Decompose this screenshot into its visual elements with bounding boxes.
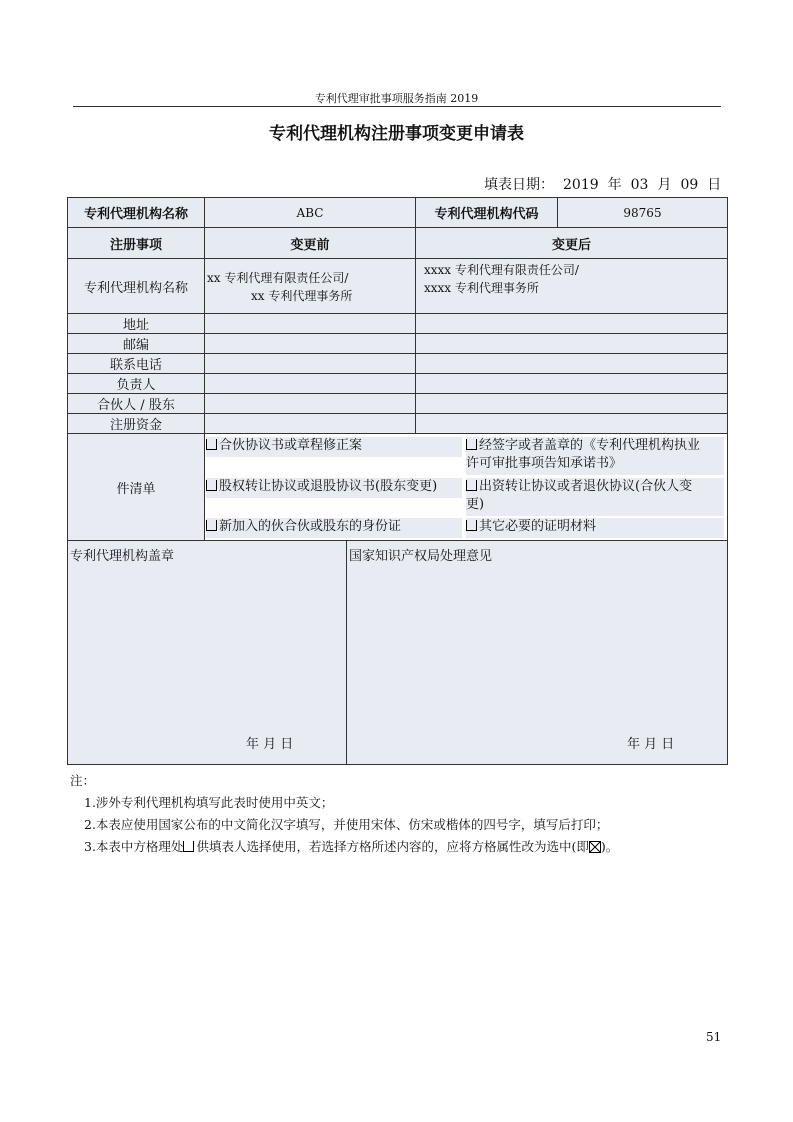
name-after-line1: xxxx 专利代理有限责任公司/ — [424, 263, 579, 277]
agency-seal-title: 专利代理机构盖章 — [70, 549, 175, 564]
cnipa-opinion-area[interactable] — [346, 540, 728, 765]
doc-item-new-partner-id[interactable] — [206, 518, 462, 538]
row-label-postcode: 邮编 — [67, 333, 205, 354]
fill-date-year[interactable]: 2019 — [563, 177, 599, 193]
row-label-doc-list: 件清单 — [67, 433, 205, 541]
agency-name-label: 专利代理机构名称 — [67, 197, 205, 228]
fill-date-month[interactable]: 03 — [630, 177, 649, 193]
doc-item-label-line1: 经签字或者盖章的《专利代理机构执业 — [479, 438, 701, 453]
note-1: 1.涉外专利代理机构填写此表时使用中英文； — [84, 795, 334, 810]
checkbox-icon[interactable] — [206, 480, 217, 491]
doc-item-label-line2: 更) — [466, 497, 485, 512]
doc-item-capital-transfer[interactable] — [466, 478, 724, 516]
checkbox-icon[interactable] — [466, 439, 477, 450]
running-header: 专利代理审批事项服务指南 2019 — [314, 92, 479, 105]
doc-item-equity-transfer[interactable] — [206, 478, 462, 498]
capital-after[interactable] — [415, 413, 728, 434]
cnipa-opinion-date: 年 月 日 — [627, 737, 675, 752]
row-label-phone: 联系电话 — [67, 353, 205, 374]
phone-before[interactable] — [204, 353, 416, 374]
agency-name-value[interactable]: ABC — [204, 197, 416, 228]
partner-after[interactable] — [415, 393, 728, 414]
empty-checkbox-icon — [183, 841, 194, 852]
doc-item-commitment-letter[interactable] — [466, 437, 724, 475]
checkbox-icon[interactable] — [206, 520, 217, 531]
postcode-before[interactable] — [204, 333, 416, 354]
note-3-part-c: )。 — [600, 839, 619, 854]
note-3 — [70, 836, 618, 858]
agency-seal-area[interactable] — [67, 540, 347, 765]
month-unit: 月 — [657, 177, 672, 193]
doc-item-partnership-agreement[interactable] — [206, 437, 462, 457]
cnipa-opinion-title: 国家知识产权局处理意见 — [349, 549, 493, 564]
doc-item-label: 新加入的伙合伙或股东的身份证 — [219, 519, 402, 534]
doc-item-label-line2: 许可审批事项告知承诺书》 — [466, 456, 623, 471]
page-number: 51 — [706, 1030, 722, 1044]
partner-before[interactable] — [204, 393, 416, 414]
phone-after[interactable] — [415, 353, 728, 374]
address-after[interactable] — [415, 313, 728, 334]
agency-code-value[interactable]: 98765 — [557, 197, 728, 228]
notes — [70, 770, 618, 858]
note-3-part-b: 供填表人选择使用，若选择方格所述内容的，应将方格属性改为选中(即 — [196, 839, 589, 854]
doc-item-label-line1: 出资转让协议或者退伙协议(合伙人变 — [479, 479, 693, 494]
notes-title: 注： — [70, 773, 96, 788]
name-after[interactable] — [415, 258, 728, 314]
manager-before[interactable] — [204, 373, 416, 394]
row-label-partner: 合伙人 / 股东 — [67, 393, 205, 414]
doc-item-label: 合伙协议书或章程修正案 — [219, 438, 363, 453]
address-before[interactable] — [204, 313, 416, 334]
col-header-after: 变更后 — [415, 227, 728, 259]
name-after-line2: xxxx 专利代理事务所 — [424, 281, 539, 295]
doc-item-label: 其它必要的证明材料 — [479, 519, 597, 534]
capital-before[interactable] — [204, 413, 416, 434]
name-before-line2: xx 专利代理事务所 — [251, 289, 353, 303]
name-before-line1: xx 专利代理有限责任公司/ — [207, 271, 349, 285]
doc-item-other-materials[interactable] — [466, 518, 724, 538]
day-unit: 日 — [707, 177, 722, 193]
row-label-capital: 注册资金 — [67, 413, 205, 434]
fill-date-day[interactable]: 09 — [680, 177, 699, 193]
row-label-address: 地址 — [67, 313, 205, 334]
name-before[interactable] — [204, 258, 416, 314]
note-3-part-a: 3.本表中方格理处 — [84, 839, 184, 854]
checked-checkbox-icon — [589, 841, 601, 853]
doc-item-label: 股权转让协议或退股协议书(股东变更) — [219, 479, 438, 494]
manager-after[interactable] — [415, 373, 728, 394]
note-2: 2.本表应使用国家公布的中文简化汉字填写，并使用宋体、仿宋或楷体的四号字，填写后打印； — [84, 817, 609, 832]
fill-date-label: 填表日期： — [484, 177, 554, 193]
col-header-item: 注册事项 — [67, 227, 205, 259]
fill-date — [484, 174, 730, 194]
checkbox-icon[interactable] — [466, 480, 477, 491]
checkbox-icon[interactable] — [466, 520, 477, 531]
agency-code-label: 专利代理机构代码 — [415, 197, 558, 228]
row-label-agency-name: 专利代理机构名称 — [67, 258, 205, 314]
year-unit: 年 — [607, 177, 622, 193]
agency-seal-date: 年 月 日 — [246, 737, 294, 752]
postcode-after[interactable] — [415, 333, 728, 354]
row-label-manager: 负责人 — [67, 373, 205, 394]
col-header-before: 变更前 — [204, 227, 416, 259]
header-divider — [73, 106, 721, 107]
form-title: 专利代理机构注册事项变更申请表 — [269, 124, 524, 144]
checkbox-icon[interactable] — [206, 439, 217, 450]
